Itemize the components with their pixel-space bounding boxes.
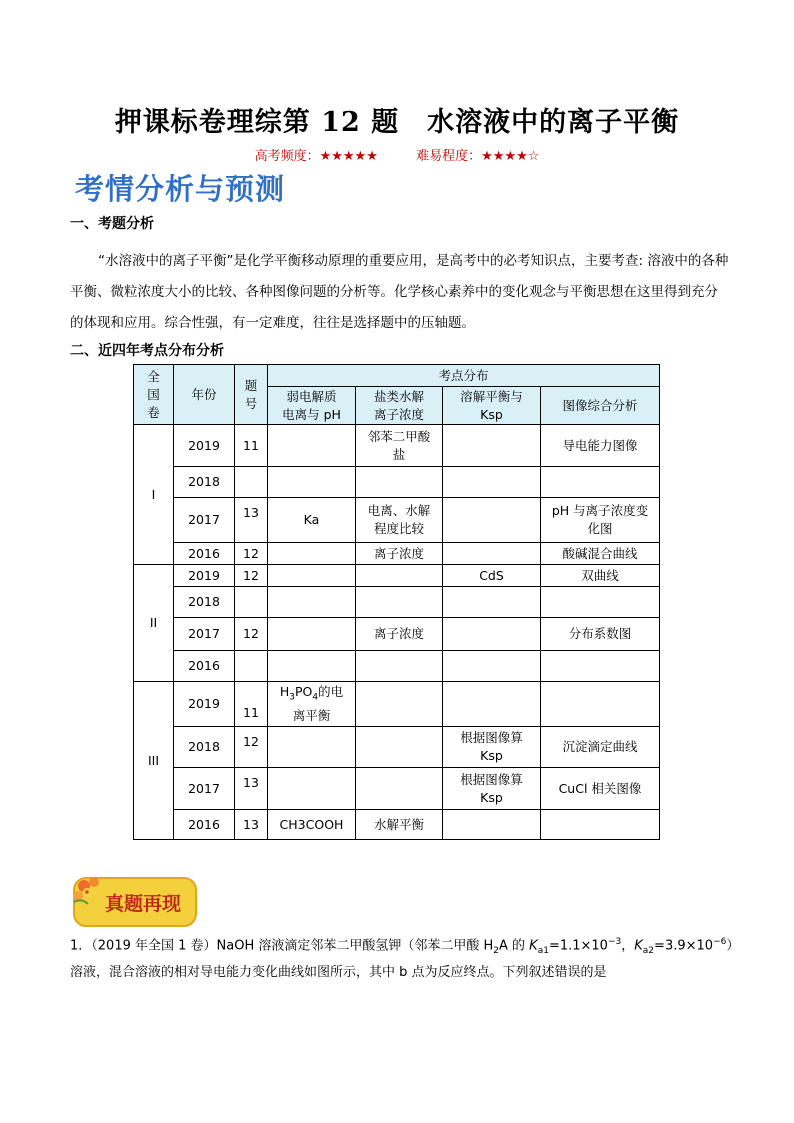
table-cell: 双曲线 [541, 565, 660, 587]
year-cell: 2018 [174, 727, 235, 768]
question-cell: 13 [235, 768, 268, 810]
table-row [134, 810, 660, 840]
header-paper: 全 国 卷 [134, 365, 174, 425]
header-col-solubility: 溶解平衡与 Ksp [443, 387, 541, 425]
question-cell: 11 [235, 425, 268, 467]
table-cell: 分布系数图 [541, 618, 660, 651]
table-cell [268, 727, 356, 768]
table-cell: CdS [443, 565, 541, 587]
header-year: 年份 [174, 365, 235, 425]
year-cell: 2019 [174, 682, 235, 727]
year-cell: 2018 [174, 587, 235, 618]
analysis-text: “水溶液中的离子平衡”是化学平衡移动原理的重要应用，是高考中的必考知识点，主要考查: 溶液中的各种平衡、微粒浓度大小的比较、各种图像问题的分析等。化学核心素养中的变化观念与平衡思想在这里得到充分的体现和应用。综合性强，有一定难度，往往是选择题中的压轴题。 [70, 253, 729, 331]
table-cell [541, 587, 660, 618]
table-cell: CuCl 相关图像 [541, 768, 660, 810]
table-row [134, 543, 660, 565]
section-heading-distribution: 二、近四年考点分布分析 [70, 343, 224, 359]
table-cell [541, 651, 660, 682]
table-cell: 离子浓度 [356, 618, 443, 651]
table-cell: 酸碱混合曲线 [541, 543, 660, 565]
table-cell: CH3COOH [268, 810, 356, 840]
question-subscript: 2 [493, 945, 499, 956]
question-text: A 的 [499, 938, 530, 954]
header-question: 题 号 [235, 365, 268, 425]
table-cell: 水解平衡 [356, 810, 443, 840]
table-cell [268, 565, 356, 587]
formula-subscript: 3 [289, 692, 295, 703]
year-cell: 2018 [174, 467, 235, 498]
table-cell [268, 768, 356, 810]
table-cell [268, 618, 356, 651]
ka1-symbol: K [529, 938, 538, 954]
badge-text: 真题再现 [104, 893, 182, 915]
question-separator: ， [621, 938, 635, 954]
frequency-stars: ★★★★★ [319, 149, 378, 164]
table-row [134, 498, 660, 543]
table-cell: 沉淀滴定曲线 [541, 727, 660, 768]
formula-text: 的电 离平衡 [292, 684, 344, 723]
table-cell [268, 543, 356, 565]
question-cell: 12 [235, 543, 268, 565]
table-cell [541, 467, 660, 498]
question-cell: 12 [235, 565, 268, 587]
difficulty-stars: ★★★★☆ [481, 149, 540, 164]
table-cell [356, 682, 443, 727]
section-heading-analysis: 一、考题分析 [70, 216, 154, 232]
question-1 [70, 932, 740, 983]
year-cell: 2016 [174, 543, 235, 565]
question-cell: 12 [235, 618, 268, 651]
table-cell: 电离、水解 程度比较 [356, 498, 443, 543]
question-cell: 13 [235, 498, 268, 543]
table-cell [541, 682, 660, 727]
formula-text: H [279, 684, 290, 700]
paper-cell: I [134, 425, 174, 565]
table-cell [268, 425, 356, 467]
ka2-symbol: K [634, 938, 643, 954]
table-row [134, 768, 660, 810]
ka1-subscript: a1 [537, 945, 549, 956]
table-row [134, 587, 660, 618]
table-cell [268, 467, 356, 498]
difficulty-label: 难易程度： [416, 149, 482, 164]
year-cell: 2017 [174, 498, 235, 543]
year-cell: 2017 [174, 618, 235, 651]
table-cell [443, 425, 541, 467]
year-cell: 2019 [174, 565, 235, 587]
table-row [134, 651, 660, 682]
formula-subscript: 4 [312, 692, 319, 703]
table-cell [443, 467, 541, 498]
section-banner: 考情分析与预测 [75, 172, 286, 206]
question-cell [235, 651, 268, 682]
table-cell: 根据图像算 Ksp [443, 768, 541, 810]
table-cell: Ka [268, 498, 356, 543]
table-row [134, 682, 660, 727]
paper-cell: II [134, 565, 174, 682]
table-cell [268, 587, 356, 618]
frequency-label: 高考频度： [254, 149, 320, 164]
paper-cell: III [134, 682, 174, 840]
table-cell: pH 与离子浓度变 化图 [541, 498, 660, 543]
header-col-graph: 图像综合分析 [541, 387, 660, 425]
table-cell: 导电能力图像 [541, 425, 660, 467]
table-cell [268, 651, 356, 682]
question-cell: 12 [235, 727, 268, 768]
table-cell [443, 682, 541, 727]
table-cell [443, 587, 541, 618]
table-cell [443, 498, 541, 543]
page-title: 押课标卷理综第 12 题 水溶液中的离子平衡 [114, 107, 680, 138]
ka1-exponent: −3 [607, 937, 622, 947]
question-cell [235, 467, 268, 498]
table-cell [356, 727, 443, 768]
table-row [134, 565, 660, 587]
year-cell: 2016 [174, 651, 235, 682]
distribution-table [133, 364, 660, 840]
table-cell [356, 565, 443, 587]
header-col-hydrolysis: 盐类水解 离子浓度 [356, 387, 443, 425]
year-cell: 2019 [174, 425, 235, 467]
header-distribution: 考点分布 [268, 365, 660, 387]
formula-text: PO [295, 684, 313, 700]
table-cell [268, 682, 356, 727]
table-cell [443, 651, 541, 682]
question-text: ）溶液，混合溶液的相对导电能力变化曲线如图所示，其中 b 点为反应终点。下列叙述错误的是 [70, 938, 740, 980]
table-cell: 离子浓度 [356, 543, 443, 565]
table-row [134, 727, 660, 768]
table-cell: 根据图像算 Ksp [443, 727, 541, 768]
ka2-value: =3.9×10 [654, 938, 714, 954]
table-row [134, 425, 660, 467]
table-row [134, 618, 660, 651]
table-cell [356, 587, 443, 618]
table-cell: 邻苯二甲酸 盐 [356, 425, 443, 467]
year-cell: 2016 [174, 810, 235, 840]
analysis-paragraph [70, 246, 730, 339]
question-cell [235, 587, 268, 618]
table-cell [356, 651, 443, 682]
question-cell: 13 [235, 810, 268, 840]
year-cell: 2017 [174, 768, 235, 810]
table-cell [356, 768, 443, 810]
question-text: 1．（2019 年全国 1 卷）NaOH 溶液滴定邻苯二甲酸氢钾（邻苯二甲酸 H [70, 938, 494, 954]
table-cell [541, 810, 660, 840]
ka1-value: =1.1×10 [548, 938, 608, 954]
rating-line [0, 145, 794, 164]
table-cell [443, 543, 541, 565]
question-cell: 11 [235, 682, 268, 727]
table-row [134, 467, 660, 498]
table-cell [356, 467, 443, 498]
table-cell [443, 618, 541, 651]
table-cell [443, 810, 541, 840]
real-questions-badge [68, 872, 200, 930]
ka2-exponent: −6 [713, 937, 727, 947]
header-col-weak-electrolyte: 弱电解质 电离与 pH [268, 387, 356, 425]
ka2-subscript: a2 [642, 945, 655, 956]
